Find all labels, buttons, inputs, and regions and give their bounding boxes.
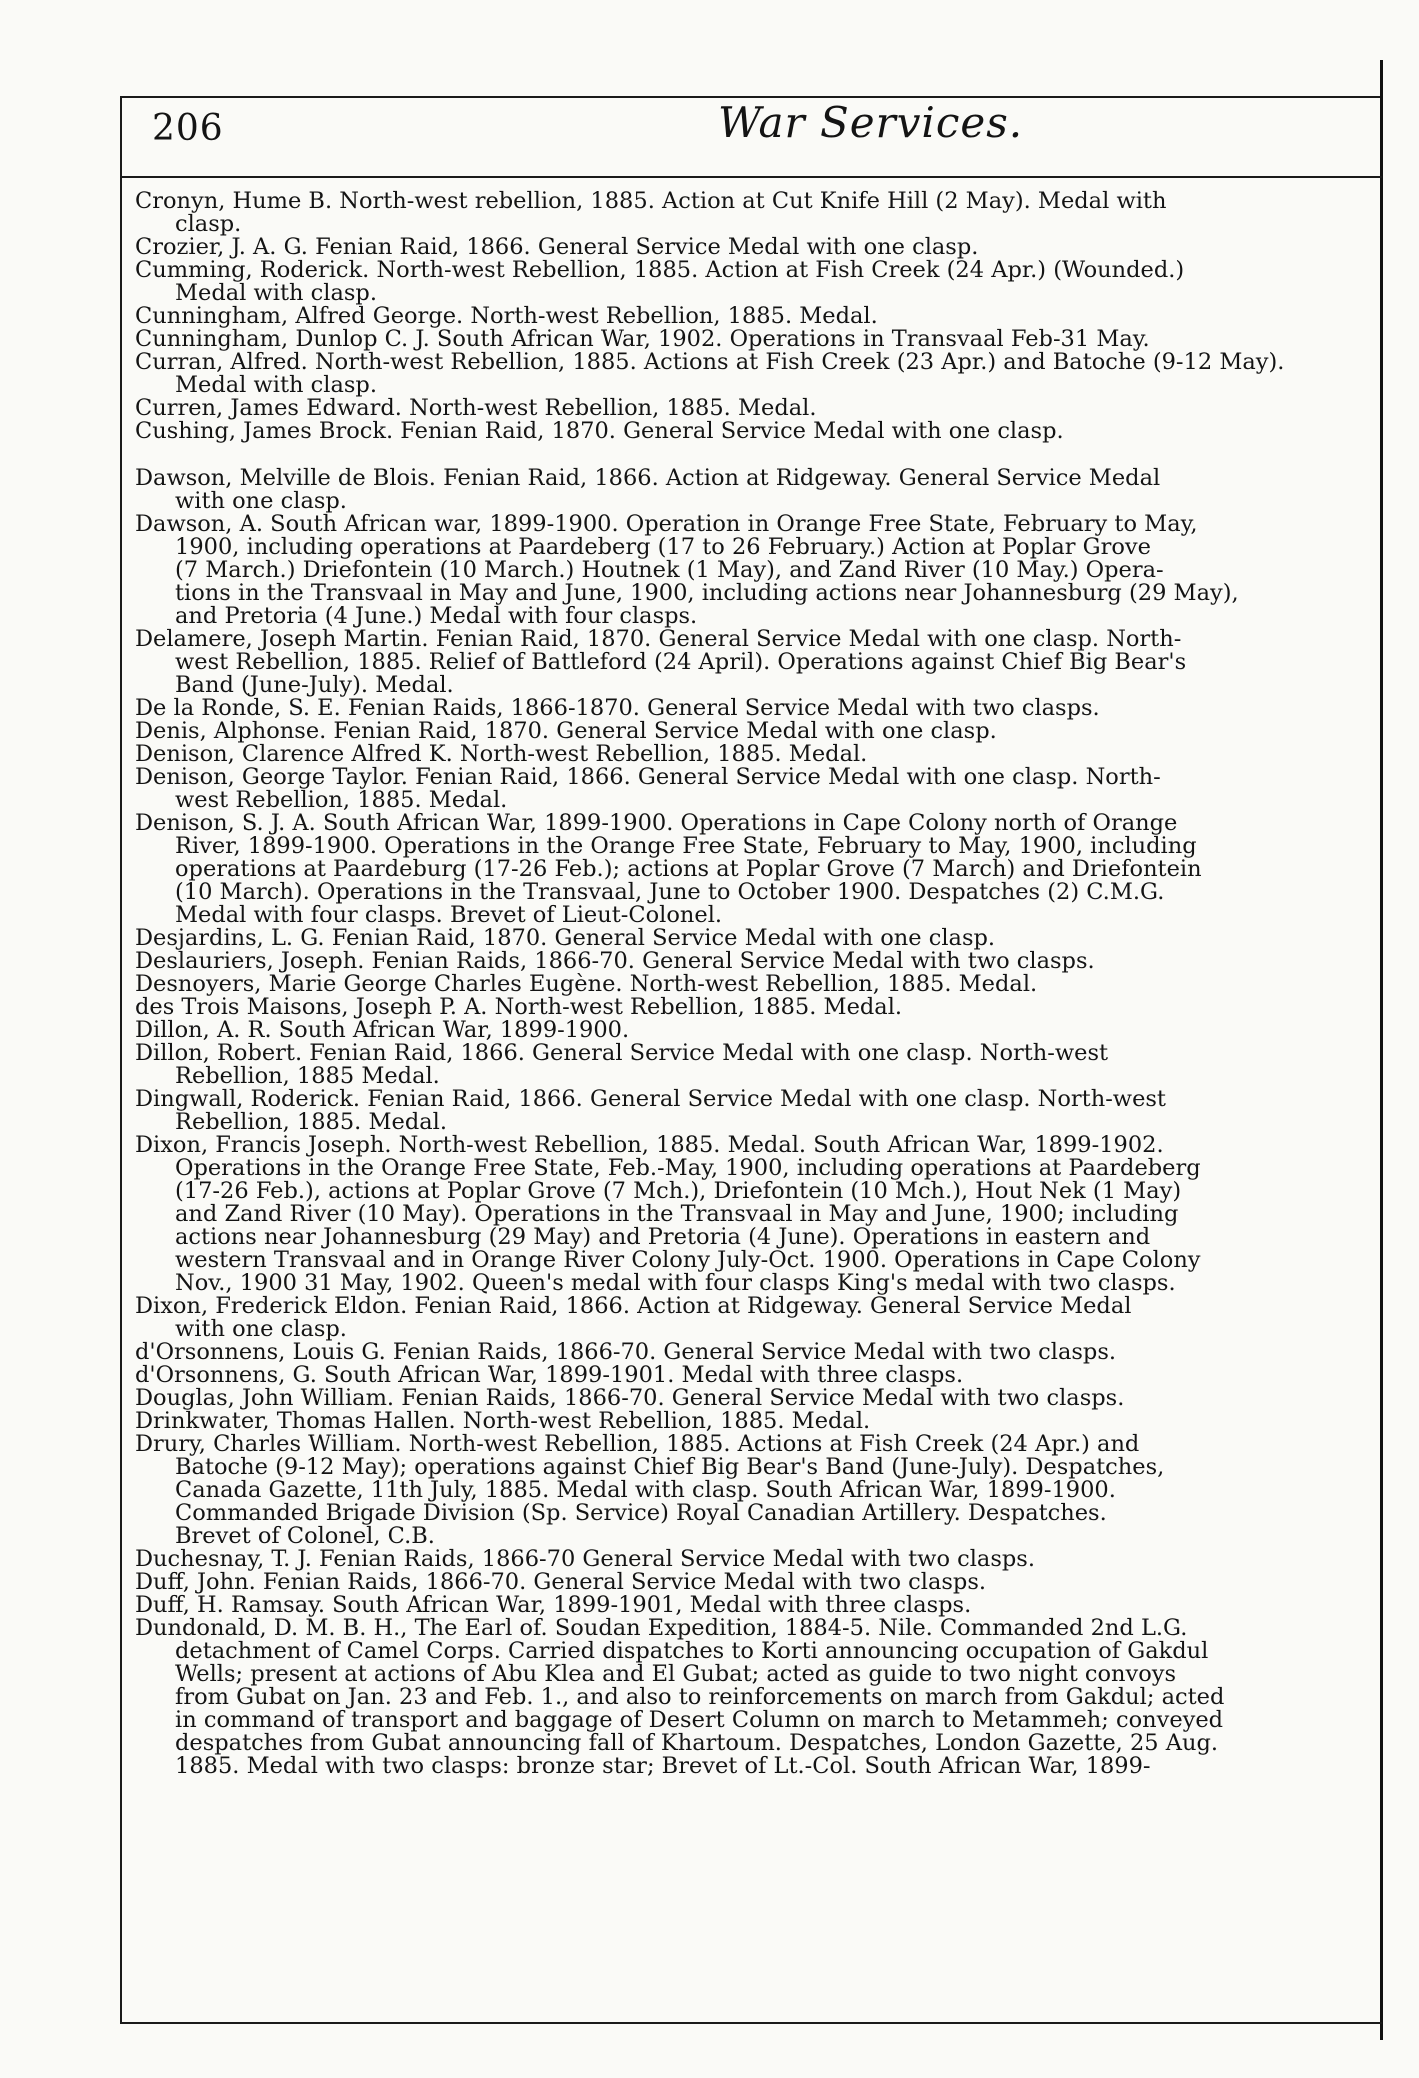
war-service-entry (135, 766, 1375, 812)
war-service-entry (135, 328, 1375, 351)
war-service-entry (135, 996, 1375, 1019)
entry-continuation-line: Rebellion, 1885. Medal. (175, 1109, 447, 1135)
war-service-entry (135, 1571, 1375, 1594)
war-service-entry (135, 950, 1375, 973)
war-service-entry (135, 1134, 1375, 1295)
entry-continuation-line: from Gubat on Jan. 23 and Feb. 1., and also to reinforcements on march from Gakdul; acted (175, 1684, 1225, 1710)
war-service-entry (135, 1433, 1375, 1548)
entry-first-line: Duff, H. Ramsay. South African War, 1899-1901, Medal with three clasps. (135, 1592, 972, 1618)
war-service-entry (135, 1617, 1375, 1778)
entry-continuation-line: west Rebellion, 1885. Medal. (175, 787, 508, 813)
war-service-entry (135, 720, 1375, 743)
entry-continuation-line: Medal with clasp. (175, 372, 377, 398)
war-service-entry (135, 1295, 1375, 1341)
entry-continuation-line: Rebellion, 1885 Medal. (175, 1063, 440, 1089)
entry-first-line: Dixon, Francis Joseph. North-west Rebellion, 1885. Medal. South African War, 1899-1902. (135, 1132, 1164, 1158)
entry-continuation-line: Batoche (9-12 May); operations against Chief Big Bear's Band (June-July). Despatches, (175, 1454, 1165, 1480)
war-service-entry (135, 467, 1375, 513)
entry-continuation-line: (17-26 Feb.), actions at Poplar Grove (7 Mch.), Driefontein (10 Mch.), Hout Nek (1 May) (175, 1178, 1182, 1204)
war-service-entry (135, 1088, 1375, 1134)
bottom-rule (120, 2022, 1382, 2024)
war-service-entry (135, 1341, 1375, 1364)
war-service-entry (135, 628, 1375, 697)
page-edge (1380, 60, 1383, 2040)
war-service-entry (135, 1364, 1375, 1387)
entry-continuation-line: Canada Gazette, 11th July, 1885. Medal with clasp. South African War, 1899-1900. (175, 1477, 1116, 1503)
entry-first-line: Cunningham, Alfred George. North-west Rebellion, 1885. Medal. (135, 303, 878, 329)
entry-continuation-line: Commanded Brigade Division (Sp. Service) Royal Canadian Artillery. Despatches. (175, 1500, 1107, 1526)
entry-continuation-line: (7 March.) Driefontein (10 March.) Houtnek (1 May), and Zand River (10 May.) Opera- (175, 557, 1164, 583)
entry-first-line: d'Orsonnens, Louis G. Fenian Raids, 1866-70. General Service Medal with two clasps. (135, 1339, 1117, 1365)
war-service-entry (135, 1410, 1375, 1433)
war-service-entry (135, 743, 1375, 766)
war-service-entry (135, 1387, 1375, 1410)
entry-first-line: Denison, George Taylor. Fenian Raid, 1866. General Service Medal with one clasp. North- (135, 764, 1161, 790)
entry-first-line: Duff, John. Fenian Raids, 1866-70. General Service Medal with two clasps. (135, 1569, 987, 1595)
entry-continuation-line: tions in the Transvaal in May and June, 1900, including actions near Johannesburg (29 May), (175, 580, 1239, 606)
entry-first-line: Curran, Alfred. North-west Rebellion, 1885. Actions at Fish Creek (23 Apr.) and Batoche (9-12 May). (135, 349, 1285, 375)
entry-continuation-line: Brevet of Colonel, C.B. (175, 1523, 435, 1549)
header-rule (120, 176, 1382, 178)
war-service-entry (135, 697, 1375, 720)
entry-continuation-line: west Rebellion, 1885. Relief of Battleford (24 April). Operations against Chief Big Bear's (175, 649, 1187, 675)
entry-continuation-line: clasp. (175, 211, 242, 237)
entry-continuation-line: Medal with clasp. (175, 280, 377, 306)
entry-first-line: Dawson, A. South African war, 1899-1900. Operation in Orange Free State, February to May, (135, 511, 1198, 537)
war-service-entry (135, 812, 1375, 927)
entry-first-line: Dillon, Robert. Fenian Raid, 1866. General Service Medal with one clasp. North-west (135, 1040, 1109, 1066)
entry-continuation-line: actions near Johannesburg (29 May) and Pretoria (4 June). Operations in eastern and (175, 1224, 1151, 1250)
entry-first-line: Dingwall, Roderick. Fenian Raid, 1866. General Service Medal with one clasp. North-west (135, 1086, 1166, 1112)
entry-first-line: Dillon, A. R. South African War, 1899-1900. (135, 1017, 630, 1043)
entry-first-line: Desnoyers, Marie George Charles Eugène. North-west Rebellion, 1885. Medal. (135, 971, 1038, 997)
entry-continuation-line: operations at Paardeburg (17-26 Feb.); actions at Poplar Grove (7 March) and Driefontein (175, 856, 1202, 882)
war-service-entry (135, 513, 1375, 628)
war-service-entry (135, 1019, 1375, 1042)
entry-first-line: De la Ronde, S. E. Fenian Raids, 1866-1870. General Service Medal with two clasps. (135, 695, 1100, 721)
entry-continuation-line: in command of transport and baggage of Desert Column on march to Metammeh; conveyed (175, 1707, 1224, 1733)
entry-continuation-line: with one clasp. (175, 1316, 347, 1342)
entry-first-line: Desjardins, L. G. Fenian Raid, 1870. General Service Medal with one clasp. (135, 925, 996, 951)
war-service-entry (135, 420, 1375, 443)
entry-continuation-line: Nov., 1900 31 May, 1902. Queen's medal with four clasps King's medal with two clasps. (175, 1270, 1176, 1296)
war-service-entry (135, 973, 1375, 996)
entry-continuation-line: 1900, including operations at Paardeberg (17 to 26 February.) Action at Poplar Grove (175, 534, 1151, 560)
war-service-entry (135, 305, 1375, 328)
entry-first-line: d'Orsonnens, G. South African War, 1899-1901. Medal with three clasps. (135, 1362, 964, 1388)
entry-first-line: Denis, Alphonse. Fenian Raid, 1870. General Service Medal with one clasp. (135, 718, 997, 744)
entry-continuation-line: and Pretoria (4 June.) Medal with four clasps. (175, 603, 698, 629)
entry-first-line: Curren, James Edward. North-west Rebellion, 1885. Medal. (135, 395, 817, 421)
war-service-entry (135, 1548, 1375, 1571)
entry-continuation-line: Medal with four clasps. Brevet of Lieut-Colonel. (175, 902, 723, 928)
entry-continuation-line: detachment of Camel Corps. Carried dispatches to Korti announcing occupation of Gakdul (175, 1638, 1209, 1664)
entry-first-line: Drinkwater, Thomas Hallen. North-west Rebellion, 1885. Medal. (135, 1408, 871, 1434)
entry-continuation-line: Operations in the Orange Free State, Feb.-May, 1900, including operations at Paardeberg (175, 1155, 1201, 1181)
entries-list (135, 190, 1375, 2010)
entry-first-line: Delamere, Joseph Martin. Fenian Raid, 1870. General Service Medal with one clasp. North- (135, 626, 1182, 652)
entry-continuation-line: with one clasp. (175, 488, 347, 514)
entry-first-line: Dawson, Melville de Blois. Fenian Raid, 1866. Action at Ridgeway. General Service Medal (135, 465, 1161, 491)
entry-first-line: Douglas, John William. Fenian Raids, 1866-70. General Service Medal with two clasps. (135, 1385, 1125, 1411)
entry-continuation-line: Wells; present at actions of Abu Klea and El Gubat; acted as guide to two night convoys (175, 1661, 1177, 1687)
entry-continuation-line: 1885. Medal with two clasps: bronze star; Brevet of Lt.-Col. South African War, 1899- (175, 1753, 1151, 1779)
entry-first-line: Duchesnay, T. J. Fenian Raids, 1866-70 General Service Medal with two clasps. (135, 1546, 1035, 1572)
war-service-entry (135, 927, 1375, 950)
entry-first-line: Drury, Charles William. North-west Rebellion, 1885. Actions at Fish Creek (24 Apr.) and (135, 1431, 1140, 1457)
war-service-entry (135, 1594, 1375, 1617)
page-number: 206 (152, 108, 224, 149)
entry-first-line: Deslauriers, Joseph. Fenian Raids, 1866-70. General Service Medal with two clasps. (135, 948, 1095, 974)
entry-first-line: Crozier, J. A. G. Fenian Raid, 1866. General Service Medal with one clasp. (135, 234, 979, 260)
entry-continuation-line: River, 1899-1900. Operations in the Orange Free State, February to May, 1900, including (175, 833, 1197, 859)
war-service-entry (135, 259, 1375, 305)
war-service-entry (135, 236, 1375, 259)
war-service-entry (135, 397, 1375, 420)
war-service-entry (135, 190, 1375, 236)
entry-first-line: Cumming, Roderick. North-west Rebellion, 1885. Action at Fish Creek (24 Apr.) (Wounded.) (135, 257, 1185, 283)
entry-first-line: Cunningham, Dunlop C. J. South African War, 1902. Operations in Transvaal Feb-31 May. (135, 326, 1150, 352)
section-gap (135, 443, 1375, 467)
war-service-entry (135, 351, 1375, 397)
running-head: War Services. (718, 98, 1024, 147)
entry-first-line: Denison, S. J. A. South African War, 1899-1900. Operations in Cape Colony north of Orange (135, 810, 1178, 836)
entry-first-line: Denison, Clarence Alfred K. North-west Rebellion, 1885. Medal. (135, 741, 868, 767)
entry-first-line: Cronyn, Hume B. North-west rebellion, 1885. Action at Cut Knife Hill (2 May). Medal with (135, 190, 1167, 214)
entry-first-line: Cushing, James Brock. Fenian Raid, 1870. General Service Medal with one clasp. (135, 418, 1064, 444)
entry-continuation-line: western Transvaal and in Orange River Colony July-Oct. 1900. Operations in Cape Colony (175, 1247, 1201, 1273)
war-service-entry (135, 1042, 1375, 1088)
entry-continuation-line: Band (June-July). Medal. (175, 672, 454, 698)
entry-continuation-line: despatches from Gubat announcing fall of Khartoum. Despatches, London Gazette, 25 Aug. (175, 1730, 1219, 1756)
entry-first-line: des Trois Maisons, Joseph P. A. North-west Rebellion, 1885. Medal. (135, 994, 903, 1020)
entry-continuation-line: (10 March). Operations in the Transvaal, June to October 1900. Despatches (2) C.M.G. (175, 879, 1165, 905)
entry-first-line: Dixon, Frederick Eldon. Fenian Raid, 1866. Action at Ridgeway. General Service Medal (135, 1293, 1132, 1319)
entry-first-line: Dundonald, D. M. B. H., The Earl of. Soudan Expedition, 1884-5. Nile. Commanded 2nd L.G. (135, 1615, 1188, 1641)
entry-continuation-line: and Zand River (10 May). Operations in the Transvaal in May and June, 1900; including (175, 1201, 1179, 1227)
